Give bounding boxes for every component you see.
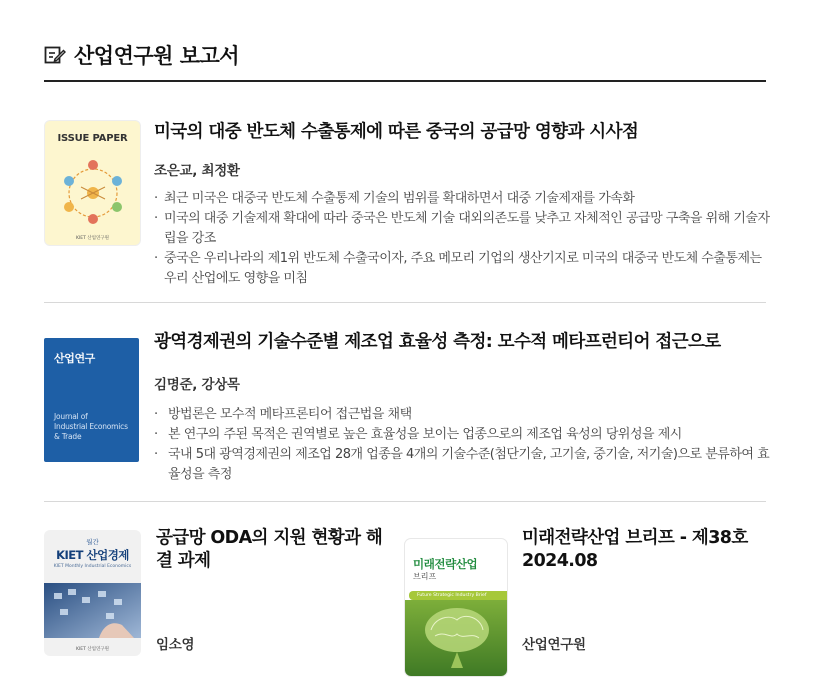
report-authors: 조은교, 최정환 <box>154 163 240 179</box>
cover-subtitle: KIET Monthly Industrial Economics <box>53 564 132 569</box>
report-title[interactable]: 미국의 대중 반도체 수출통제에 따른 중국의 공급망 영향과 시사점 <box>154 122 639 142</box>
cover-publisher: KIET 산업연구원 <box>75 647 110 652</box>
cover-brain-illustration <box>405 600 507 676</box>
cover-photo <box>44 583 141 638</box>
report-card[interactable] <box>44 522 394 682</box>
summary-item: · 본 연구의 주된 목적은 권역별로 높은 효율성을 보이는 업종으로의 제조업 육성의 당위성을 제시 <box>154 425 772 445</box>
report-cover[interactable] <box>44 120 141 246</box>
cover-band <box>409 591 507 600</box>
report-summary <box>154 405 772 485</box>
report-item[interactable] <box>44 110 770 303</box>
report-cover[interactable] <box>44 530 141 656</box>
report-cover[interactable] <box>44 338 139 462</box>
report-authors: 산업연구원 <box>522 637 586 653</box>
cover-illustration <box>53 151 133 231</box>
summary-item: · 미국의 대중 기술제재 확대에 따라 중국은 반도체 기술 대외의존도를 낮추고 자체적인 공급망 구축을 위해 기술자립을 강조 <box>154 209 772 249</box>
report-item[interactable] <box>44 318 770 502</box>
edit-icon <box>44 44 66 66</box>
report-cover[interactable] <box>405 539 507 676</box>
cover-publisher: KIET 산업연구원 <box>75 236 110 241</box>
cover-title: 산업연구 <box>54 352 95 365</box>
report-card[interactable] <box>405 522 766 682</box>
report-authors: 임소영 <box>156 637 195 653</box>
cover-band-label: Future Strategic Industry Brief <box>417 593 487 598</box>
cover-monthly-label: 월간 <box>86 538 99 546</box>
summary-item: · 최근 미국은 대중국 반도체 수출통제 기술의 범위를 확대하면서 대중 기술제재를 가속화 <box>154 189 772 209</box>
report-title[interactable]: 광역경제권의 기술수준별 제조업 효율성 측정: 모수적 메타프런티어 접근으로 <box>154 332 721 352</box>
cover-title: KIET 산업경제 <box>56 548 129 562</box>
page-title: 산업연구원 보고서 <box>74 44 240 68</box>
report-summary <box>154 189 772 289</box>
cover-title: 미래전략산업 <box>413 557 478 571</box>
cover-subtitle: 브리프 <box>413 572 437 581</box>
summary-item: · 중국은 우리나라의 제1위 반도체 수출국이자, 주요 메모리 기업의 생산기지로 미국의 대중국 반도체 수출통제는 우리 산업에도 영향을 미침 <box>154 249 772 289</box>
report-title[interactable]: 공급망 ODA의 지원 현황과 해결 과제 <box>156 528 383 571</box>
cover-title: ISSUE PAPER <box>57 133 128 144</box>
report-authors: 김명준, 강상목 <box>154 377 240 393</box>
report-title[interactable]: 미래전략산업 브리프 - 제38호 2024.08 <box>522 528 748 571</box>
cover-journal-name: Journal of Industrial Economics & Trade <box>54 412 128 441</box>
section-header <box>44 40 766 82</box>
summary-item: · 국내 5대 광역경제권의 제조업 28개 업종을 4개의 기술수준(첨단기술, 고기술, 중기술, 저기술)으로 분류하여 효율성을 측정 <box>154 445 772 485</box>
summary-item: · 방법론은 모수적 메타프론티어 접근법을 채택 <box>154 405 772 425</box>
